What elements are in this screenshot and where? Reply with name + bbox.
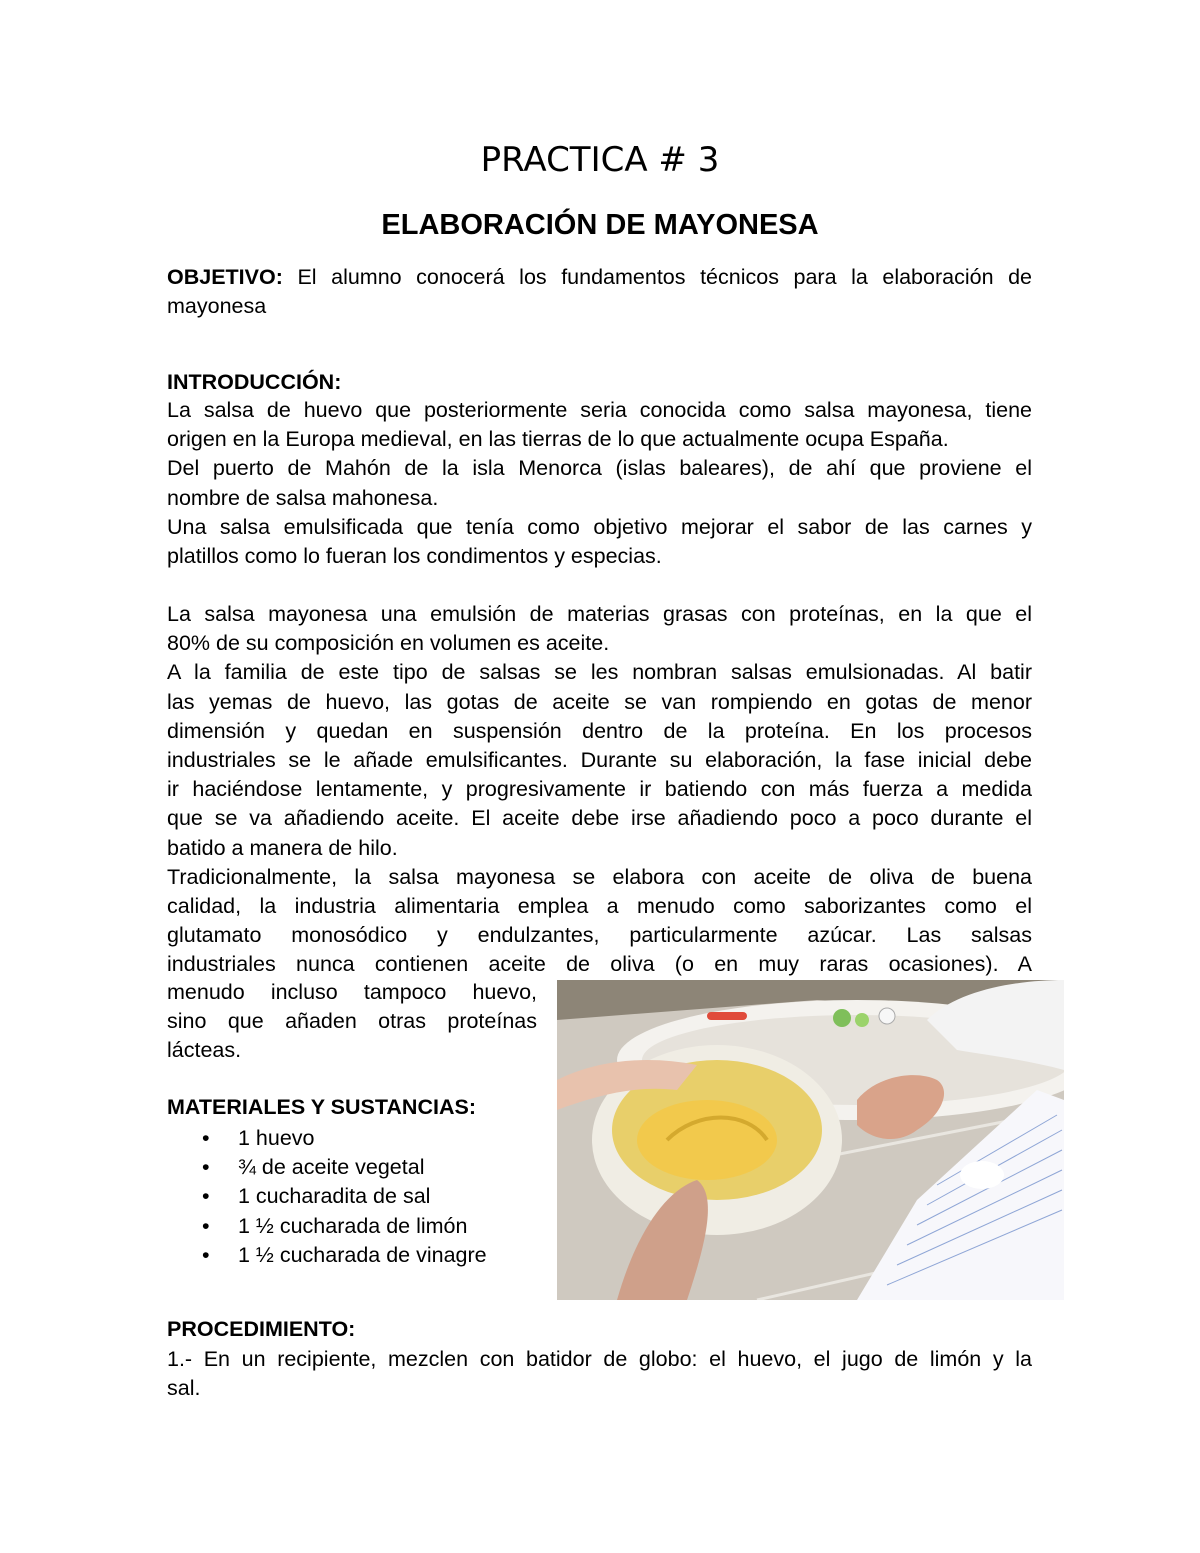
intro-line: Una salsa emulsificada que tenía como objetivo mejorar el sabor de las carnes y xyxy=(167,514,1032,539)
intro-line: Del puerto de Mahón de la isla Menorca (islas baleares), de ahí que proviene el xyxy=(167,456,1032,481)
materials-heading: MATERIALES Y SUSTANCIAS: xyxy=(167,1095,476,1119)
objective-paragraph xyxy=(167,263,1032,321)
intro-line: nombre de salsa mahonesa. xyxy=(167,485,439,510)
bullet-icon: • xyxy=(202,1184,210,1209)
intro-line: calidad, la industria alimentaria emplea a menudo como saborizantes como el xyxy=(167,894,1032,919)
procedure-line: sal. xyxy=(167,1376,201,1401)
bullet-icon: • xyxy=(202,1126,210,1150)
document-subtitle: ELABORACIÓN DE MAYONESA xyxy=(381,209,819,241)
intro-line: glutamato monosódico y endulzantes, particularmente azúcar. Las salsas xyxy=(167,923,1032,948)
intro-line: batido a manera de hilo. xyxy=(167,835,398,860)
objective-text: El alumno conocerá los fundamentos técnicos para la elaboración de xyxy=(282,265,1032,289)
materials-list-item xyxy=(167,1153,487,1182)
objective-line-2: mayonesa xyxy=(167,294,267,319)
materials-list-item xyxy=(167,1212,487,1241)
objective-label: OBJETIVO: xyxy=(167,265,283,289)
intro-line: industriales se le añade emulsificantes. Durante su elaboración, la fase inicial debe xyxy=(167,748,1032,773)
photo-illustration xyxy=(557,980,1064,1300)
materials-list-item xyxy=(167,1241,487,1270)
introduction-paragraph-2 xyxy=(167,600,1032,980)
material-text: 1 huevo xyxy=(238,1126,315,1150)
intro-line: platillos como lo fueran los condimentos y especias. xyxy=(167,544,662,569)
introduction-wrapped-text xyxy=(167,978,537,1066)
document-title: PRACTICA # 3 xyxy=(480,140,720,180)
bullet-icon: • xyxy=(202,1242,210,1267)
wrapped-line: sino que añaden otras proteínas xyxy=(167,1009,537,1034)
intro-line: La salsa mayonesa una emulsión de materias grasas con proteínas, en la que el xyxy=(167,602,1032,626)
procedure-line: 1.- En un recipiente, mezclen con batidor de globo: el huevo, el jugo de limón y la xyxy=(167,1347,1032,1371)
materials-list xyxy=(167,1124,487,1270)
materials-list-item xyxy=(167,1182,487,1211)
procedure-heading: PROCEDIMIENTO: xyxy=(167,1317,356,1341)
material-text: 1 ½ cucharada de limón xyxy=(238,1213,468,1238)
material-text: 1 cucharadita de sal xyxy=(238,1184,431,1209)
intro-line: 80% de su composición en volumen es aceite. xyxy=(167,631,610,656)
intro-line: La salsa de huevo que posteriormente seria conocida como salsa mayonesa, tiene xyxy=(167,398,1032,422)
intro-line: industriales nunca contienen aceite de oliva (o en muy raras ocasiones). A xyxy=(167,952,1032,977)
introduction-heading: INTRODUCCIÓN: xyxy=(167,370,342,394)
wrapped-line: menudo incluso tampoco huevo, xyxy=(167,980,537,1004)
intro-line: que se va añadiendo aceite. El aceite debe irse añadiendo poco a poco durante el xyxy=(167,806,1032,831)
bullet-icon: • xyxy=(202,1213,210,1238)
intro-line: las yemas de huevo, las gotas de aceite se van rompiendo en gotas de menor xyxy=(167,689,1032,714)
bullet-icon: • xyxy=(202,1155,210,1180)
objective-line-1 xyxy=(167,263,1032,292)
intro-line: ir haciéndose lentamente, y progresivamente ir batiendo con más fuerza a medida xyxy=(167,777,1032,802)
mayonnaise-preparation-photo xyxy=(557,980,1064,1300)
introduction-paragraph-1 xyxy=(167,396,1032,571)
intro-line: dimensión y quedan en suspensión dentro de la proteína. En los procesos xyxy=(167,718,1032,743)
material-text: ¾ de aceite vegetal xyxy=(238,1155,425,1180)
wrapped-line: lácteas. xyxy=(167,1038,242,1063)
procedure-step-1 xyxy=(167,1345,1032,1403)
intro-line: Tradicionalmente, la salsa mayonesa se elabora con aceite de oliva de buena xyxy=(167,864,1032,889)
materials-list-item xyxy=(167,1124,487,1153)
material-text: 1 ½ cucharada de vinagre xyxy=(238,1242,487,1267)
intro-line: A la familia de este tipo de salsas se les nombran salsas emulsionadas. Al batir xyxy=(167,660,1032,685)
intro-line: origen en la Europa medieval, en las tierras de lo que actualmente ocupa España. xyxy=(167,427,949,452)
